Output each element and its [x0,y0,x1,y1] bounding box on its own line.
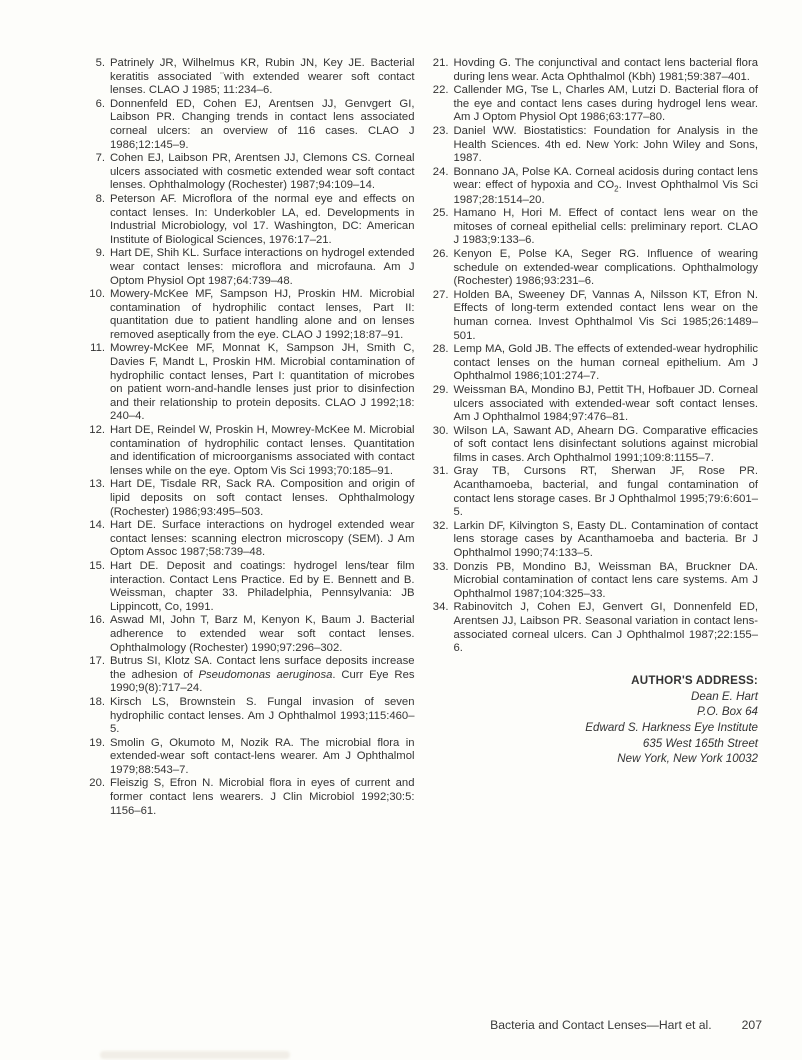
reference-text: Aswad MI, John T, Barz M, Kenyon K, Baum J. Bacterial adherence to extended wear soft contact lenses. Ophthalmology (Rochester) 1990;97:296–302. [110,614,415,654]
reference-number: 29. [432,383,449,396]
reference-text: Cohen EJ, Laibson PR, Arentsen JJ, Clemons CS. Corneal ulcers associated with cosmetic extended wear soft contact lenses. Ophthalmology (Rochester) 1987;94:109–14. [110,152,415,192]
reference-item [85,247,415,288]
reference-item [85,737,415,778]
reference-text: Butrus SI, Klotz SA. Contact lens surface deposits increase the adhesion of Pseudomonas aeruginosa. Curr Eye Res 1990;9(8):717–24. [110,655,415,695]
reference-number: 7. [95,152,105,165]
reference-item [85,424,415,478]
reference-item [85,519,415,560]
reference-number: 5. [95,57,105,69]
reference-text: Hamano H, Hori M. Effect of contact lens wear on the mitoses of corneal epithelial cells: preliminary report. CLAO J 1983;9:133–6. [453,207,758,247]
reference-number: 30. [432,424,449,437]
references-list-right [429,57,759,656]
reference-item [429,425,759,466]
reference-number: 12. [89,424,105,437]
reference-item [85,777,415,818]
reference-text: Hart DE. Deposit and coatings: hydrogel lens/tear film interaction. Contact Lens Practice. Ed by E. Bennett and B. Weissman, chapter 33. Philadelphia, Pennsylvania: JB Lippincott, Co, 1991. [110,559,415,613]
reference-text: Hart DE, Shih KL. Surface interactions on hydrogel extended wear contact lenses: microflora and microfauna. Am J Optom Physiol Opt 1987;64:739–48. [110,247,415,287]
reference-number: 23. [432,124,449,137]
reference-item [85,478,415,519]
reference-item [85,288,415,342]
reference-text: Callender MG, Tse L, Charles AM, Lutzi D. Bacterial flora of the eye and contact lens cases during hydrogel lens wear. Am J Optom Physiol Opt 1986;63:177–80. [453,84,758,124]
reference-item [429,520,759,561]
reference-text: Mowery-McKee MF, Sampson HJ, Proskin HM. Microbial contamination of hydrophilic contact lenses, Part II: quantitation due to patient handling alone and on lenses removed aseptically from the eye. CLAO J 1992;18:87–91. [110,288,415,341]
reference-text: Lemp MA, Gold JB. The effects of extended-wear hydrophilic contact lenses on the human corneal epithelium. Am J Ophthalmol 1986;101:274–7. [453,343,758,383]
reference-number: 22. [432,84,449,97]
reference-number: 11. [90,342,105,355]
references-column-right [429,57,759,818]
reference-number: 18. [89,695,105,708]
reference-item [85,57,415,98]
reference-number: 21. [432,57,449,69]
reference-item [85,696,415,737]
reference-number: 16. [89,614,105,627]
reference-item [429,561,759,602]
reference-number: 8. [95,192,105,205]
reference-text: Weissman BA, Mondino BJ, Pettit TH, Hofbauer JD. Corneal ulcers associated with extended-wear soft contact lenses. Am J Ophthalmol 1984;97:476–81. [453,383,758,424]
author-address-line-name: Dean E. Hart [690,689,758,703]
reference-number: 13. [89,478,105,491]
author-address-block [429,673,759,767]
reference-number: 32. [432,519,449,532]
reference-text: Hart DE, Tisdale RR, Sack RA. Composition and origin of lipid deposits on soft contact lenses. Ophthalmology (Rochester) 1986;93:495–503. [110,478,415,518]
reference-text: Fleiszig S, Efron N. Microbial flora in eyes of current and former contact lens wearers. J Clin Microbiol 1992;30:5: 1156–61. [110,777,415,817]
reference-item [85,152,415,193]
author-address-line-street: 635 West 165th Street [642,736,758,750]
reference-number: 24. [432,165,449,178]
references-column-left [85,57,415,818]
reference-item [429,84,759,125]
reference-text: Donzis PB, Mondino BJ, Weissman BA, Bruckner DA. Microbial contamination of contact lens care systems. Am J Ophthalmol 1987;104:325–33. [453,560,758,600]
reference-text: Hovding G. The conjunctival and contact lens bacterial flora during lens wear. Acta Ophthalmol (Kbh) 1981;59:387–401. [453,57,758,83]
reference-text: Kirsch LS, Brownstein S. Fungal invasion of seven hydrophilic contact lenses. Am J Ophthalmol 1993;115:460–5. [110,695,415,736]
page-number: 207 [741,1018,762,1032]
reference-text: Rabinovitch J, Cohen EJ, Genvert GI, Donnenfeld ED, Arentsen JJ, Laibson PR. Seasonal variation in contact lens-associated corneal ulcers. Can J Ophthalmol 1987;22:155–6. [453,601,758,655]
reference-number: 33. [432,560,449,573]
author-address-line-institute: Edward S. Harkness Eye Institute [585,720,758,734]
reference-number: 31. [432,465,449,478]
reference-number: 27. [432,288,449,301]
reference-number: 28. [432,343,449,356]
reference-text: Hart DE. Surface interactions on hydrogel extended wear contact lenses: scanning electron microscopy (SEM). J Am Optom Assoc 1987;58:739–48. [110,519,415,559]
reference-text: Holden BA, Sweeney DF, Vannas A, Nilsson KT, Efron N. Effects of long-term extended contact lens wear on the human cornea. Invest Ophthalmol Vis Sci 1985;26:1489–501. [453,288,758,342]
reference-number: 6. [95,97,105,110]
reference-number: 20. [89,777,105,790]
running-title: Bacteria and Contact Lenses—Hart et al. [490,1018,712,1032]
reference-text: Mowrey-McKee MF, Monnat K, Sampson JH, Smith C, Davies F, Mandt L, Proskin HM. Microbial contamination of hydrophilic contact lenses, Part I: quantitation of microbes on patient worn-and-handle lenses just prior to disinfection and their relationship to protein deposits. CLAO J 1992;18: 240–4. [110,342,415,423]
reference-text: Kenyon E, Polse KA, Seger RG. Influence of wearing schedule on extended-wear complications. Ophthalmology (Rochester) 1986;93:231–6. [453,247,758,288]
reference-text: Hart DE, Reindel W, Proskin H, Mowrey-McKee M. Microbial contamination of hydrophilic contact lenses. Quantitation and identification of microorganisms associated with contact lenses while on the eye. Optom Vis Sci 1993;70:185–91. [110,424,415,477]
author-address-heading: AUTHOR'S ADDRESS: [631,673,758,687]
reference-text: Donnenfeld ED, Cohen EJ, Arentsen JJ, Genvgert GI, Laibson PR. Changing trends in contact lens associated corneal ulcers: an overview of 116 cases. CLAO J 1986;12:145–9. [110,97,415,151]
reference-number: 17. [89,655,105,668]
reference-item [429,601,759,655]
reference-text: Patrinely JR, Wilhelmus KR, Rubin JN, Key JE. Bacterial keratitis associated ¨with extended wearer soft contact lenses. CLAO J 1985; 11:234–6. [110,57,415,97]
reference-text: Gray TB, Cursons RT, Sherwan JF, Rose PR. Acanthamoeba, bacterial, and fungal contamination of contact lens storage cases. Br J Ophthalmol 1995;79:6:601–5. [453,465,758,519]
reference-text: Smolin G, Okumoto M, Nozik RA. The microbial flora in extended-wear soft contact-lens wearer. Am J Ophthalmol 1979;88:543–7. [110,736,415,776]
reference-text: Wilson LA, Sawant AD, Ahearn DG. Comparative efficacies of soft contact lens disinfectant solutions against microbial films in cases. Arch Ophthalmol 1991;109:8:1155–7. [453,424,758,464]
reference-text: Daniel WW. Biostatistics: Foundation for Analysis in the Health Sciences. 4th ed. New York: John Wiley and Sons, 1987. [453,124,758,165]
reference-item [85,560,415,614]
page-footer [490,1018,762,1032]
reference-number: 15. [89,559,105,572]
reference-text: Bonnano JA, Polse KA. Corneal acidosis during contact lens wear: effect of hypoxia and $CO_2$. Invest Ophthalmol Vis Sci 1987;28:1514–20. [453,165,758,206]
reference-number: 9. [95,247,105,260]
reference-item [85,614,415,655]
scan-smudge-artifact [100,1051,290,1059]
references-list-left [85,57,415,818]
reference-item [429,465,759,519]
reference-item [429,166,759,207]
reference-item [429,289,759,343]
reference-item [85,342,415,424]
reference-item [85,98,415,152]
reference-number: 26. [432,247,449,260]
reference-item [429,125,759,166]
author-address-line-city: New York, New York 10032 [617,752,758,766]
reference-item [85,193,415,247]
reference-number: 25. [432,207,449,220]
reference-item [429,57,759,84]
references-section [85,57,758,818]
reference-number: 34. [432,601,449,614]
reference-number: 19. [89,736,105,749]
reference-text: Larkin DF, Kilvington S, Easty DL. Contamination of contact lens storage cases by Acanthamoeba and bacteria. Br J Ophthalmol 1990;74:133–5. [453,519,758,560]
reference-text: Peterson AF. Microflora of the normal eye and effects on contact lenses. In: Underkobler LA, ed. Developments in Industrial Microbiology, vol 17. Washington, DC: American Institute of Biological Sciences, 1976:17–21. [110,192,415,246]
reference-item [429,343,759,384]
reference-number: 10. [89,288,105,301]
reference-number: 14. [89,519,105,532]
reference-item [429,248,759,289]
reference-item [85,655,415,696]
reference-item [429,207,759,248]
reference-item [429,384,759,425]
author-address-line-pobox: P.O. Box 64 [696,705,758,719]
